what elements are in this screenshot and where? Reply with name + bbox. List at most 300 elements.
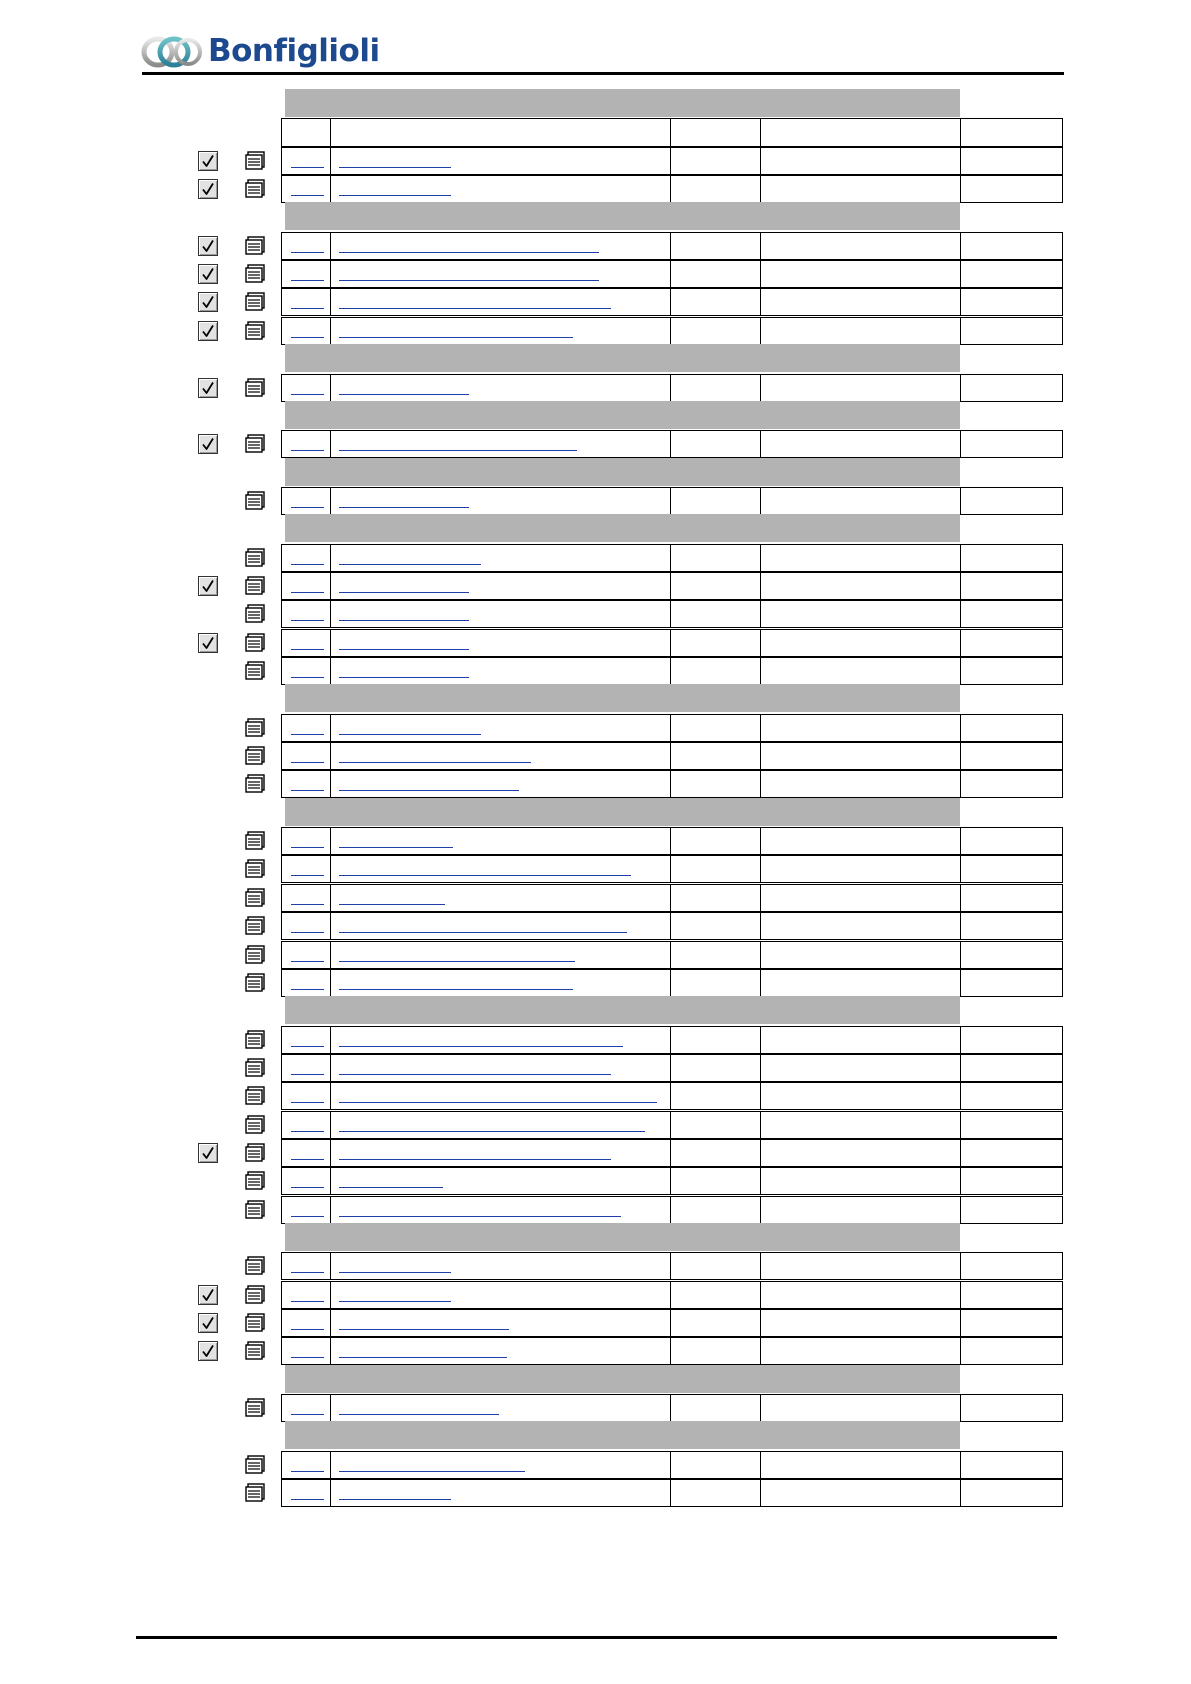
cell-value [671, 1281, 761, 1309]
cell-description [331, 232, 671, 260]
cell-number [281, 855, 331, 883]
table-row [281, 544, 1063, 572]
document-icon[interactable] [244, 1030, 266, 1050]
cell-unit [961, 1111, 1063, 1139]
parameter-description-link[interactable] [339, 1471, 525, 1472]
parameter-number-link[interactable] [291, 790, 324, 791]
parameter-number-link[interactable] [291, 308, 324, 309]
cell-number [281, 941, 331, 969]
document-glyph [244, 916, 266, 936]
parameter-number-link[interactable] [291, 1046, 324, 1047]
cell-description [331, 260, 671, 288]
cell-value [671, 544, 761, 572]
table-row [281, 260, 1063, 288]
parameter-description-link[interactable] [339, 450, 577, 451]
cell-description [331, 941, 671, 969]
cell-number [281, 487, 331, 515]
cell-range [761, 600, 961, 628]
cell-description [331, 600, 671, 628]
cell-unit [961, 827, 1063, 855]
check-mark-glyph [200, 153, 216, 169]
document-icon[interactable] [244, 434, 266, 454]
document-icon[interactable] [244, 1115, 266, 1135]
document-glyph [244, 888, 266, 908]
cell-unit [961, 544, 1063, 572]
parameter-number-link[interactable] [291, 450, 324, 451]
table-row [281, 1026, 1063, 1054]
checkbox-checked-icon[interactable] [198, 236, 218, 256]
parameter-description-link[interactable] [339, 677, 469, 678]
parameter-number-link[interactable] [291, 195, 324, 196]
table-row [281, 1451, 1063, 1479]
cell-description [331, 1394, 671, 1422]
cell-number [281, 629, 331, 657]
cell-value [671, 1394, 761, 1422]
cell-number [281, 572, 331, 600]
parameter-number-link[interactable] [291, 1102, 324, 1103]
parameter-number-link[interactable] [291, 1357, 324, 1358]
cell-number [281, 1309, 331, 1337]
group-header-band [285, 202, 960, 230]
document-glyph [244, 1398, 266, 1418]
cell-value [671, 629, 761, 657]
document-icon[interactable] [244, 321, 266, 341]
parameter-number-link[interactable] [291, 875, 324, 876]
parameter-description-link[interactable] [339, 1046, 623, 1047]
cell-value [671, 1111, 761, 1139]
parameter-number-link[interactable] [291, 649, 324, 650]
group-header-band [285, 996, 960, 1024]
cell-range [761, 1026, 961, 1054]
cell-unit [961, 884, 1063, 912]
cell-value [671, 1026, 761, 1054]
parameter-description-link[interactable] [339, 592, 469, 593]
document-icon[interactable] [244, 179, 266, 199]
cell-unit [961, 374, 1063, 402]
parameter-number-link[interactable] [291, 394, 324, 395]
table-row [281, 1309, 1063, 1337]
cell-range [761, 1082, 961, 1110]
checkbox-checked-icon[interactable] [198, 292, 218, 312]
group-header-band [285, 514, 960, 542]
bonfiglioli-logo-icon [140, 31, 204, 71]
cell-unit [961, 912, 1063, 940]
group-header-band [285, 401, 960, 429]
checkbox-checked-icon[interactable] [198, 1143, 218, 1163]
document-glyph [244, 236, 266, 256]
document-glyph [244, 774, 266, 794]
parameter-number-link[interactable] [291, 961, 324, 962]
parameter-description-link[interactable] [339, 1414, 499, 1415]
cell-range [761, 827, 961, 855]
cell-description [331, 317, 671, 345]
table-row [281, 487, 1063, 515]
cell-number [281, 1281, 331, 1309]
cell-range [761, 1309, 961, 1337]
document-icon[interactable] [244, 774, 266, 794]
parameter-description-link[interactable] [339, 1329, 509, 1330]
parameter-number-link[interactable] [291, 989, 324, 990]
parameter-description-link[interactable] [339, 1159, 611, 1160]
table-row [281, 884, 1063, 912]
table-row [281, 827, 1063, 855]
document-icon[interactable] [244, 1200, 266, 1220]
parameter-description-link[interactable] [339, 394, 469, 395]
document-icon[interactable] [244, 264, 266, 284]
cell-value [671, 600, 761, 628]
parameter-description-link[interactable] [339, 1131, 645, 1132]
cell-number [281, 1082, 331, 1110]
checkbox-checked-icon[interactable] [198, 179, 218, 199]
cell-description [331, 1026, 671, 1054]
table-row [281, 1082, 1063, 1110]
cell-number [281, 1337, 331, 1365]
table-row [281, 1111, 1063, 1139]
table-row [281, 572, 1063, 600]
parameter-number-link[interactable] [291, 904, 324, 905]
cell-description [331, 969, 671, 997]
parameter-number-link[interactable] [291, 1499, 324, 1500]
document-icon[interactable] [244, 1143, 266, 1163]
cell-number [281, 317, 331, 345]
cell-number [281, 1054, 331, 1082]
cell-number [281, 884, 331, 912]
cell-number [281, 770, 331, 798]
check-mark-glyph [200, 266, 216, 282]
document-glyph [244, 661, 266, 681]
document-icon[interactable] [244, 151, 266, 171]
document-glyph [244, 1483, 266, 1503]
cell-range [761, 1479, 961, 1507]
table-row [281, 941, 1063, 969]
document-glyph [244, 576, 266, 596]
document-glyph [244, 321, 266, 341]
parameter-description-link[interactable] [339, 1074, 611, 1075]
parameter-description-link[interactable] [339, 932, 627, 933]
cell-unit [961, 1139, 1063, 1167]
document-icon[interactable] [244, 945, 266, 965]
cell-range [761, 1337, 961, 1365]
cell-value [671, 317, 761, 345]
table-row [281, 1139, 1063, 1167]
cell-number [281, 1167, 331, 1195]
cell-value [671, 827, 761, 855]
check-mark-glyph [200, 380, 216, 396]
cell-description [331, 1196, 671, 1224]
parameter-description-link[interactable] [339, 620, 469, 621]
cell-unit [961, 430, 1063, 458]
parameter-number-link[interactable] [291, 252, 324, 253]
check-mark-glyph [200, 238, 216, 254]
document-glyph [244, 179, 266, 199]
checkbox-checked-icon[interactable] [198, 151, 218, 171]
table-row [281, 288, 1063, 316]
parameter-description-link[interactable] [339, 1301, 451, 1302]
document-glyph [244, 1313, 266, 1333]
parameter-description-link[interactable] [339, 904, 445, 905]
cell-number [281, 657, 331, 685]
parameter-description-link[interactable] [339, 337, 573, 338]
cell-number [281, 1394, 331, 1422]
parameter-number-link[interactable] [291, 620, 324, 621]
table-row [281, 855, 1063, 883]
document-icon[interactable] [244, 888, 266, 908]
parameter-description-link[interactable] [339, 280, 599, 281]
cell-value [671, 147, 761, 175]
parameter-description-link[interactable] [339, 1499, 451, 1500]
cell-value [671, 572, 761, 600]
table-row [281, 1281, 1063, 1309]
document-icon[interactable] [244, 1483, 266, 1503]
parameter-number-link[interactable] [291, 1131, 324, 1132]
cell-unit [961, 232, 1063, 260]
cell-range [761, 912, 961, 940]
cell-range [761, 855, 961, 883]
document-glyph [244, 604, 266, 624]
table-row [281, 1479, 1063, 1507]
parameter-number-link[interactable] [291, 1074, 324, 1075]
table-row [281, 600, 1063, 628]
checkbox-checked-icon[interactable] [198, 434, 218, 454]
cell-range [761, 1054, 961, 1082]
document-icon[interactable] [244, 576, 266, 596]
cell-unit [961, 175, 1063, 203]
checkbox-checked-icon[interactable] [198, 576, 218, 596]
cell-description [331, 1479, 671, 1507]
parameter-description-link[interactable] [339, 564, 481, 565]
table-row [281, 742, 1063, 770]
checkbox-checked-icon[interactable] [198, 321, 218, 341]
parameter-number-link[interactable] [291, 507, 324, 508]
parameter-description-link[interactable] [339, 989, 573, 990]
document-icon[interactable] [244, 661, 266, 681]
document-icon[interactable] [244, 1313, 266, 1333]
cell-description [331, 629, 671, 657]
document-glyph [244, 1200, 266, 1220]
table-row [281, 969, 1063, 997]
cell-unit [961, 1479, 1063, 1507]
document-icon[interactable] [244, 633, 266, 653]
cell-description [331, 572, 671, 600]
parameter-description-link[interactable] [339, 847, 453, 848]
cell-unit [961, 1309, 1063, 1337]
parameter-number-link[interactable] [291, 1272, 324, 1273]
cell-unit [961, 1082, 1063, 1110]
parameter-number-link[interactable] [291, 762, 324, 763]
parameter-description-link[interactable] [339, 167, 451, 168]
table-row [281, 147, 1063, 175]
document-glyph [244, 1086, 266, 1106]
parameter-description-link[interactable] [339, 790, 519, 791]
parameter-number-link[interactable] [291, 564, 324, 565]
document-icon[interactable] [244, 831, 266, 851]
cell-range [761, 1196, 961, 1224]
checkbox-checked-icon[interactable] [198, 378, 218, 398]
cell-unit [961, 629, 1063, 657]
document-icon[interactable] [244, 292, 266, 312]
document-glyph [244, 1455, 266, 1475]
table-row [281, 1054, 1063, 1082]
cell-description [331, 1054, 671, 1082]
cell-value [671, 657, 761, 685]
cell-description [331, 430, 671, 458]
parameter-description-link[interactable] [339, 1357, 507, 1358]
header-cell-description [331, 118, 671, 147]
cell-value [671, 1479, 761, 1507]
document-glyph [244, 945, 266, 965]
cell-value [671, 487, 761, 515]
parameter-description-link[interactable] [339, 1216, 621, 1217]
cell-unit [961, 147, 1063, 175]
cell-range [761, 430, 961, 458]
parameter-description-link[interactable] [339, 1272, 451, 1273]
cell-description [331, 742, 671, 770]
cell-value [671, 288, 761, 316]
cell-number [281, 175, 331, 203]
document-icon[interactable] [244, 378, 266, 398]
cell-description [331, 770, 671, 798]
check-mark-glyph [200, 294, 216, 310]
footer-rule [136, 1636, 1057, 1639]
cell-number [281, 288, 331, 316]
document-glyph [244, 1115, 266, 1135]
group-header-band [285, 344, 960, 372]
document-icon[interactable] [244, 973, 266, 993]
checkbox-checked-icon[interactable] [198, 264, 218, 284]
parameter-number-link[interactable] [291, 847, 324, 848]
document-icon[interactable] [244, 1058, 266, 1078]
cell-range [761, 1252, 961, 1280]
parameter-number-link[interactable] [291, 1216, 324, 1217]
parameter-description-link[interactable] [339, 1187, 443, 1188]
cell-value [671, 1054, 761, 1082]
cell-range [761, 1111, 961, 1139]
parameter-number-link[interactable] [291, 1159, 324, 1160]
parameter-description-link[interactable] [339, 308, 611, 309]
cell-unit [961, 317, 1063, 345]
parameter-number-link[interactable] [291, 280, 324, 281]
cell-description [331, 1281, 671, 1309]
document-glyph [244, 292, 266, 312]
parameter-description-link[interactable] [339, 252, 599, 253]
cell-range [761, 941, 961, 969]
table-row [281, 657, 1063, 685]
table-row [281, 1337, 1063, 1365]
document-glyph [244, 1341, 266, 1361]
cell-number [281, 1252, 331, 1280]
document-icon[interactable] [244, 1455, 266, 1475]
parameter-number-link[interactable] [291, 734, 324, 735]
table-row [281, 770, 1063, 798]
cell-number [281, 374, 331, 402]
document-icon[interactable] [244, 1256, 266, 1276]
parameter-description-link[interactable] [339, 1102, 657, 1103]
cell-value [671, 1252, 761, 1280]
cell-unit [961, 260, 1063, 288]
parameter-number-link[interactable] [291, 337, 324, 338]
cell-unit [961, 1337, 1063, 1365]
parameter-number-link[interactable] [291, 1187, 324, 1188]
table-row [281, 317, 1063, 345]
document-icon[interactable] [244, 916, 266, 936]
document-icon[interactable] [244, 236, 266, 256]
checkbox-checked-icon[interactable] [198, 1341, 218, 1361]
header-rule [142, 72, 1064, 75]
cell-unit [961, 600, 1063, 628]
cell-description [331, 487, 671, 515]
document-glyph [244, 718, 266, 738]
document-icon[interactable] [244, 1398, 266, 1418]
document-icon[interactable] [244, 1341, 266, 1361]
cell-range [761, 1167, 961, 1195]
checkbox-checked-icon[interactable] [198, 633, 218, 653]
parameter-description-link[interactable] [339, 762, 531, 763]
parameter-number-link[interactable] [291, 932, 324, 933]
cell-description [331, 175, 671, 203]
parameter-description-link[interactable] [339, 734, 481, 735]
cell-range [761, 1139, 961, 1167]
document-icon[interactable] [244, 1171, 266, 1191]
table-row [281, 1252, 1063, 1280]
document-icon[interactable] [244, 491, 266, 511]
document-glyph [244, 548, 266, 568]
cell-range [761, 1451, 961, 1479]
cell-value [671, 855, 761, 883]
cell-unit [961, 572, 1063, 600]
cell-number [281, 1111, 331, 1139]
parameter-number-link[interactable] [291, 1414, 324, 1415]
checkbox-checked-icon[interactable] [198, 1313, 218, 1333]
parameter-description-link[interactable] [339, 649, 469, 650]
document-icon[interactable] [244, 746, 266, 766]
parameter-number-link[interactable] [291, 677, 324, 678]
document-glyph [244, 378, 266, 398]
cell-description [331, 374, 671, 402]
document-icon[interactable] [244, 604, 266, 624]
cell-unit [961, 1451, 1063, 1479]
group-header-band [285, 1365, 960, 1393]
document-icon[interactable] [244, 1285, 266, 1305]
document-icon[interactable] [244, 718, 266, 738]
parameter-description-link[interactable] [339, 875, 631, 876]
document-icon[interactable] [244, 1086, 266, 1106]
document-icon[interactable] [244, 859, 266, 879]
document-glyph [244, 859, 266, 879]
parameter-number-link[interactable] [291, 1301, 324, 1302]
parameter-description-link[interactable] [339, 507, 469, 508]
cell-value [671, 770, 761, 798]
table-row [281, 232, 1063, 260]
cell-value [671, 175, 761, 203]
table-header-row [281, 118, 1063, 147]
brand-name: Bonfiglioli [208, 33, 380, 69]
cell-value [671, 1451, 761, 1479]
table-row [281, 912, 1063, 940]
cell-range [761, 147, 961, 175]
document-icon[interactable] [244, 548, 266, 568]
parameter-number-link[interactable] [291, 592, 324, 593]
cell-unit [961, 1196, 1063, 1224]
parameter-number-link[interactable] [291, 167, 324, 168]
checkbox-checked-icon[interactable] [198, 1285, 218, 1305]
check-mark-glyph [200, 1343, 216, 1359]
parameter-number-link[interactable] [291, 1329, 324, 1330]
parameter-description-link[interactable] [339, 195, 451, 196]
cell-description [331, 1167, 671, 1195]
parameter-description-link[interactable] [339, 961, 575, 962]
document-glyph [244, 491, 266, 511]
parameter-number-link[interactable] [291, 1471, 324, 1472]
